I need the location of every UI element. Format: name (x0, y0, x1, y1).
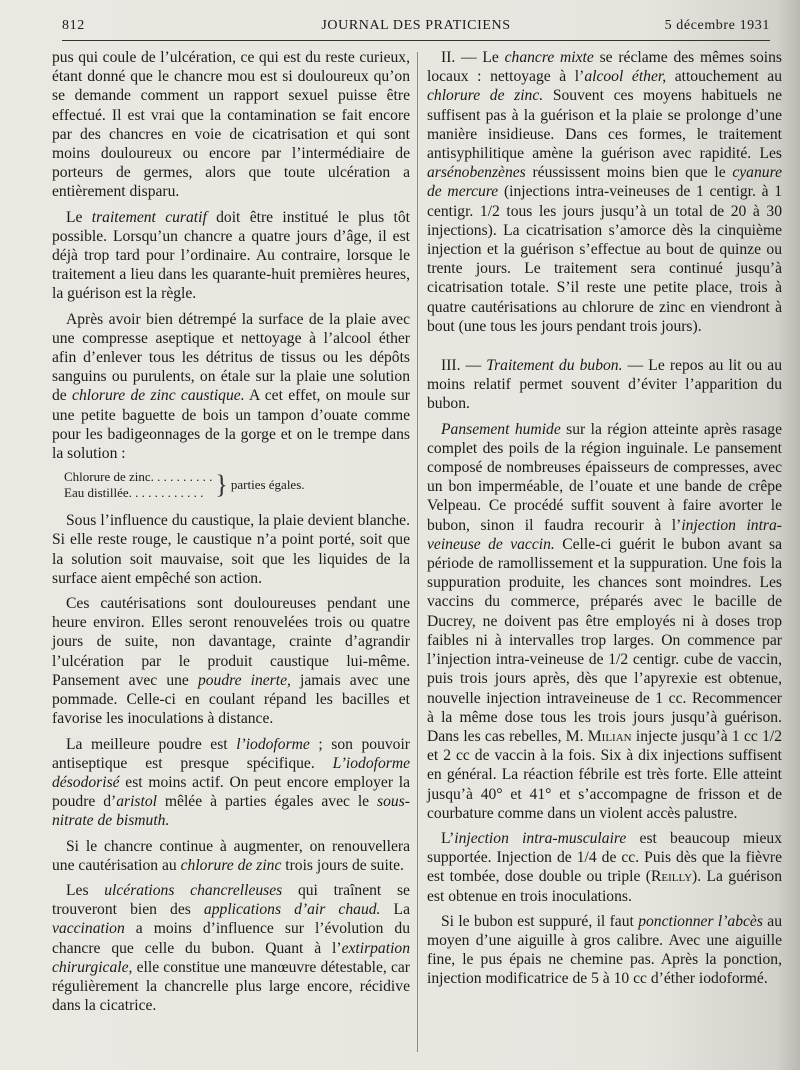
formula-result: parties égales. (230, 477, 305, 493)
brace-symbol: } (215, 470, 228, 500)
formula-line-1: Chlorure de zinc. . . . . . . . . . (64, 469, 213, 485)
formula-line-2: Eau distillée. . . . . . . . . . . . (64, 485, 204, 501)
section-iii-heading-paragraph: III. — Traitement du bubon. — Le repos au lit ou au moins relatif permet souvent d’éviter l’apparition du bubon. (427, 357, 783, 413)
paragraph: Pansement humide sur la région atteinte après rasage complet des poils de la région inguinale. Le pansement composé de nombreuses épaisseurs de compresses, avec un bon imperméable, de l’ouate et une bande de crêpe Velpeau. Ce procédé suffit souvent à faire avorter le bubon, sinon il faudra recourir à l’injection intra-veineuse de vaccin. Celle-ci guérit le bubon avant sa période de ramollissement et la suppuration. Une fois la suppuration produite, les chances sont moindres. Les vaccins du commerce, préparés avec le bacille de Ducrey, ne doivent pas être employés ni à doses trop faibles ni à intervalles trop larges. On commence par l’injection intra-veineuse de 1/2 centigr. cube de vaccin, puis trois jours après, dès que l’apyrexie est obtenue, nouvelle injection intraveineuse de 1 cc. Recommencer à la même dose tous les trois jours jusqu’à guérison. Dans les cas rebelles, M. Milian injecte jusqu’à 1 cc 1/2 et 2 cc de vaccin à la fois. Six à dix injections suffisent en général. La réaction fébrile est très forte. Elle atteint jusqu’à 40° et 41° et s’accompagne de frisson et de courbature comme dans un violent accès palustre. (427, 420, 782, 822)
running-header (62, 14, 770, 41)
paragraph: pus qui coule de l’ulcération, ce qui est du reste curieux, étant donné que le chancre mou est si douloureux qu’on se demande comment un rapport sexuel puisse être effectué. Il est vrai que la contamination se fait encore par des chancres en voie de cicatrisation et qui sont moins douloureux ou encore par l’intermédiaire de porteurs de germes, alors que toute ulcération a entièrement disparu. (52, 49, 410, 201)
journal-title: JOURNAL DES PRATICIENS (321, 18, 511, 33)
paragraph: L’injection intra-musculaire est beaucoup mieux supportée. Injection de 1/4 de cc. Puis dès que la fièvre est tombée, dose double ou triple (Reilly). La guérison est obtenue en trois inoculations. (427, 829, 782, 905)
left-column (52, 48, 410, 1021)
paragraph: Ces cautérisations sont douloureuses pendant une heure environ. Elles seront renouvelées trois ou quatre jours de suite, non davantage, crainte d’agrandir l’ulcération par le produit caustique lui-même. Pansement avec une poudre inerte, jamais avec une pommade. Celle-ci en coulant répand les bacilles et favorise les inoculations à distance. (52, 595, 410, 728)
right-column (427, 48, 782, 995)
section-ii-paragraph: II. — Le chancre mixte se réclame des mêmes soins locaux : nettoyage à l’alcool éther, attouchement au chlorure de zinc. Souvent ces moyens habituels ne suffisent pas à la guérison et la plaie se prolonge d’une manière insidieuse. Dans ces formes, le traitement antisyphilitique amène la guérison avec rapidité. Les arsénobenzènes réussissent moins bien que le cyanure de mercure (injections intra-veineuses de 1 centigr. à 1 centigr. 1/2 tous les jours jusqu’à un total de 20 à 30 injections). La cicatrisation s’amorce dès la cinquième injection et la guérison s’effectue au bout de quinze ou trente jours. Le traitement sera continué jusqu’à cicatrisation totale. S’il reste une petite place, trois à quatre cautérisations au chlorure de zinc en viendront à bout (une tous les jours pendant trois jours). (427, 49, 783, 335)
page-number: 812 (62, 18, 85, 33)
paragraph: Si le bubon est suppuré, il faut ponctionner l’abcès au moyen d’une aiguille à gros calibre. Avec une aiguille fine, le pus épais ne chemine pas. Après la ponction, injection modificatrice de 5 à 10 cc d’éther iodoformé. (427, 912, 783, 988)
paragraph: Sous l’influence du caustique, la plaie devient blanche. Si elle reste rouge, le caustique n’a point porté, soit que la solution soit mauvaise, soit que les liquides de la surface aient empêché son action. (52, 512, 410, 587)
formula (64, 469, 305, 501)
column-divider (417, 52, 418, 1052)
issue-date: 5 décembre 1931 (664, 18, 770, 33)
paragraph: La meilleure poudre est l’iodoforme ; son pouvoir antiseptique est presque spécifique. L’iodoforme désodorisé est moins actif. On peut encore employer la poudre d’aristol mêlée à parties égales avec le sous-nitrate de bismuth. (52, 735, 411, 830)
paragraph: Si le chancre continue à augmenter, on renouvellera une cautérisation au chlorure de zinc trois jours de suite. (52, 837, 410, 874)
paragraph: Après avoir bien détrempé la surface de la plaie avec une compresse aseptique et nettoyage à l’alcool éther afin d’enlever tous les détritus de tissus ou les dépôts sanguins ou purulents, on étale sur la plaie une solution de chlorure de zinc caustique. A cet effet, on moule sur une petite baguette de bois un tampon d’ouate comme pour les badigeonnages de la gorge et on le trempe dans la solution : (52, 310, 410, 463)
paragraph: Le traitement curatif doit être institué le plus tôt possible. Lorsqu’un chancre a quatre jours d’âge, il est déjà trop tard pour l’ordinaire. Au contraire, lorsque le traitement a lieu dans les quarante-huit premières heures, la guérison est la règle. (52, 208, 411, 303)
paragraph: Les ulcérations chancrelleuses qui traînent se trouveront bien des applications d’air chaud. La vaccination a moins d’influence sur l’évolution du chancre que celle du bubon. Quant à l’extirpation chirurgicale, elle constitue une manœuvre détestable, car régulièrement la chancrelle plus large encore, récidive dans la cicatrice. (52, 881, 410, 1015)
